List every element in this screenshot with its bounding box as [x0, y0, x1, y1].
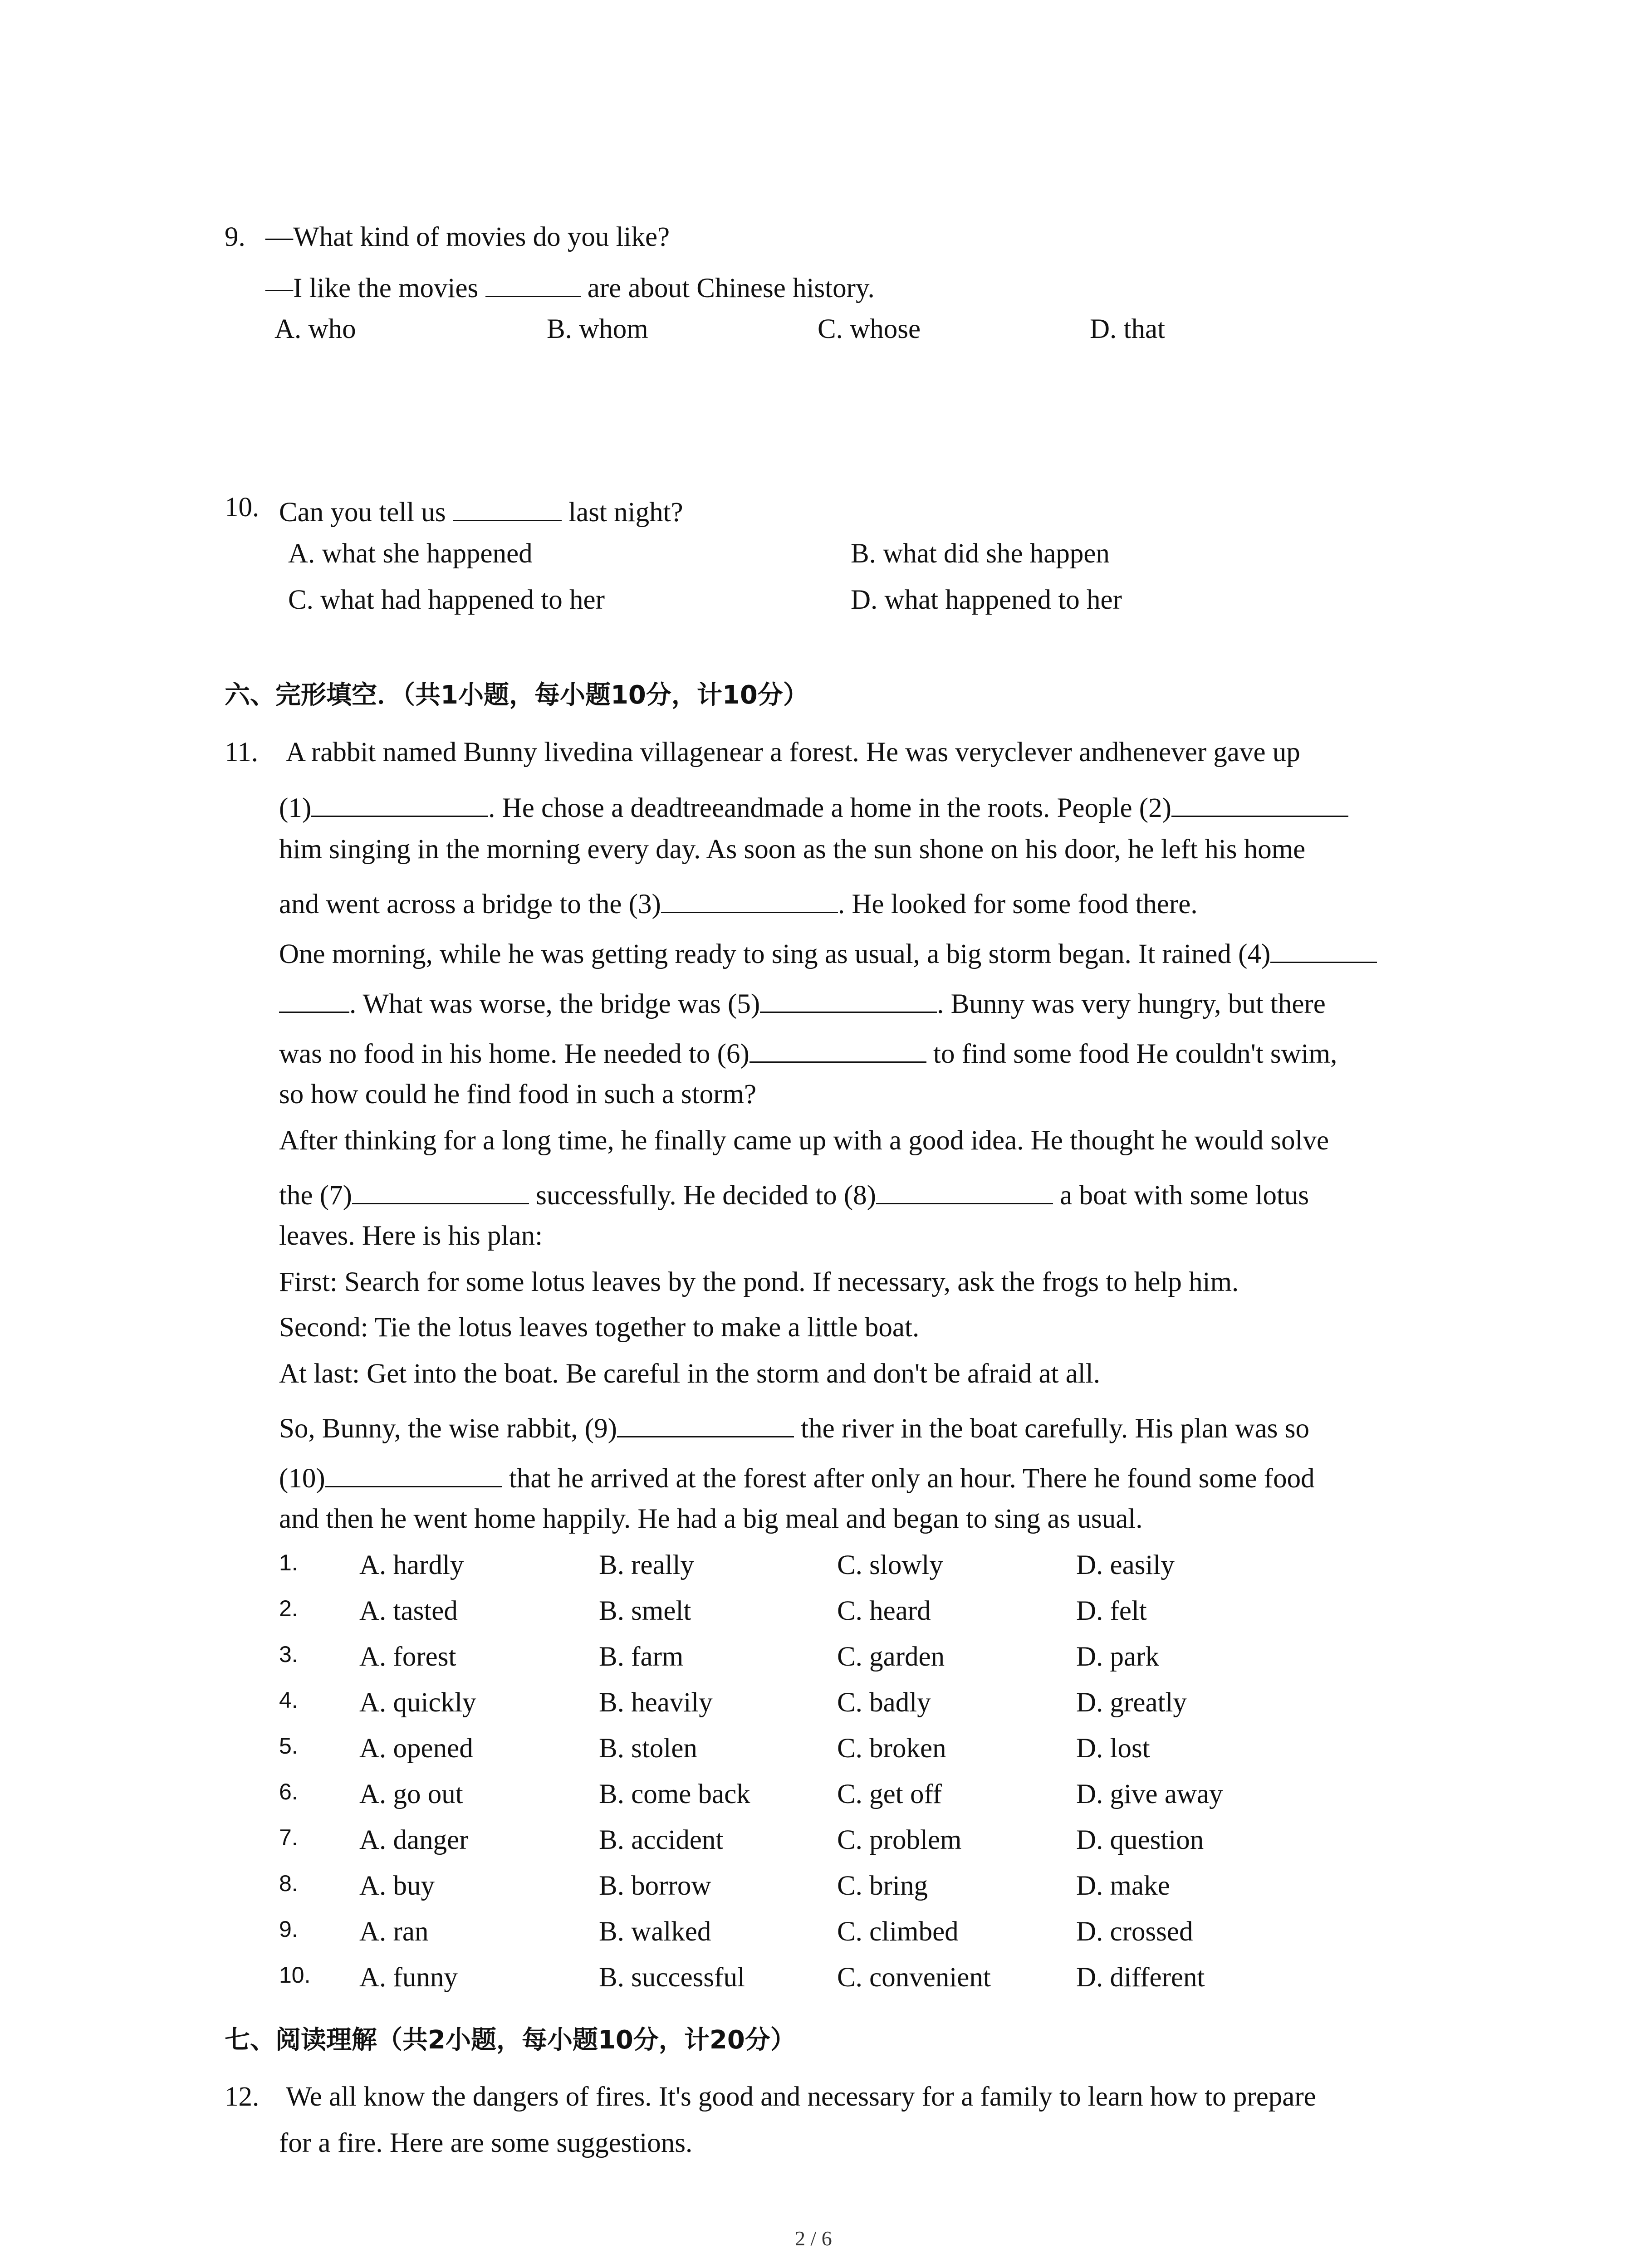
q11-blank-8 [876, 1177, 1053, 1204]
choice-option-b: B. heavily [599, 1687, 713, 1718]
q11-line7-pre: was no food in his home. He needed to (6) [279, 1038, 749, 1069]
q11-line4 [279, 885, 1198, 918]
q11-line5 [279, 935, 1377, 968]
q10-blank [453, 494, 562, 521]
q11-line3: him singing in the morning every day. As soon as the sun shone on his door, he left his home [279, 834, 1306, 865]
choice-option-b: B. borrow [599, 1871, 711, 1901]
q11-line4-post: . He looked for some food there. [838, 889, 1198, 919]
q9-stem-line1: —What kind of movies do you like? [265, 222, 670, 252]
q9-stem-line2 [265, 269, 875, 302]
choice-option-d: D. make [1076, 1871, 1170, 1901]
choice-option-a: A. danger [359, 1825, 469, 1855]
choice-option-c: C. convenient [837, 1962, 991, 1993]
choice-option-b: B. smelt [599, 1596, 691, 1626]
q11-line17: and then he went home happily. He had a big meal and began to sing as usual. [279, 1504, 1143, 1534]
choice-option-b: B. farm [599, 1642, 684, 1672]
choice-option-c: C. slowly [837, 1550, 943, 1580]
choice-number: 10. [279, 1962, 311, 1988]
q10-option-a: A. what she happened [288, 538, 533, 569]
q10-option-d: D. what happened to her [851, 585, 1122, 615]
choice-option-b: B. successful [599, 1962, 745, 1993]
q9-option-c: C. whose [818, 314, 921, 344]
q11-line8: so how could he find food in such a storm? [279, 1079, 757, 1110]
q11-line7 [279, 1035, 1337, 1068]
q11-blank-6 [749, 1035, 926, 1063]
q11-blank-7 [352, 1177, 529, 1204]
q11-line15-post: the river in the boat carefully. His plan was so [801, 1413, 1309, 1444]
choice-option-a: A. funny [359, 1962, 458, 1993]
q11-line10-mid: successfully. He decided to (8) [536, 1180, 876, 1211]
q11-line2 [279, 789, 1348, 822]
choice-number: 9. [279, 1916, 298, 1942]
q12-number: 12. [225, 2082, 260, 2112]
q11-line5-text: One morning, while he was getting ready to sing as usual, a big storm began. It rained (4) [279, 938, 1271, 969]
choice-option-d: D. lost [1076, 1733, 1150, 1764]
choice-option-c: C. bring [837, 1871, 928, 1901]
q11-line10-pre: the (7) [279, 1180, 352, 1211]
q11-line6-pre: . What was worse, the bridge was (5) [349, 988, 760, 1019]
q9-option-d: D. that [1090, 314, 1166, 344]
choice-number: 4. [279, 1687, 298, 1713]
q11-line2-text: . He chose a deadtreeandmade a home in the roots. People (2) [488, 792, 1171, 823]
choice-option-a: A. forest [359, 1642, 456, 1672]
choice-option-a: A. go out [359, 1779, 463, 1809]
choice-option-d: D. felt [1076, 1596, 1147, 1626]
q9-option-a: A. who [274, 314, 356, 344]
q11-line13: Second: Tie the lotus leaves together to make a little boat. [279, 1312, 920, 1343]
choice-number: 1. [279, 1550, 298, 1575]
choice-option-b: B. stolen [599, 1733, 697, 1764]
q11-blank-4a [1270, 935, 1377, 963]
q9-blank [485, 269, 581, 297]
choice-option-b: B. accident [599, 1825, 724, 1855]
choice-option-a: A. opened [359, 1733, 473, 1764]
choice-number: 7. [279, 1825, 298, 1850]
q12-line1: We all know the dangers of fires. It's good and necessary for a family to learn how to prepare [286, 2082, 1316, 2112]
choice-option-d: D. easily [1076, 1550, 1175, 1580]
choice-option-a: A. hardly [359, 1550, 464, 1580]
choice-number: 5. [279, 1733, 298, 1759]
q10-option-b: B. what did she happen [851, 538, 1110, 569]
choice-number: 3. [279, 1642, 298, 1667]
q11-blank10-label: (10) [279, 1463, 325, 1494]
choice-number: 2. [279, 1596, 298, 1621]
q9-option-b: B. whom [547, 314, 648, 344]
choice-option-d: D. different [1076, 1962, 1205, 1993]
choice-option-c: C. get off [837, 1779, 942, 1809]
q11-number: 11. [225, 737, 258, 767]
choice-option-a: A. buy [359, 1871, 435, 1901]
q10-option-c: C. what had happened to her [288, 585, 605, 615]
section6-heading: 六、完形填空．（共1小题，每小题10分，计10分） [225, 680, 808, 710]
choice-option-d: D. greatly [1076, 1687, 1187, 1718]
q10-number: 10. [225, 492, 260, 523]
q9-stem-post: are about Chinese history. [587, 273, 875, 303]
q11-line15-pre: So, Bunny, the wise rabbit, (9) [279, 1413, 617, 1444]
q11-line16-post: that he arrived at the forest after only an hour. There he found some food [509, 1463, 1315, 1494]
q11-line6 [279, 985, 1326, 1018]
q11-blank-2 [1171, 789, 1348, 817]
choice-option-c: C. badly [837, 1687, 931, 1718]
q11-blank-9 [617, 1410, 794, 1437]
choice-option-a: A. quickly [359, 1687, 476, 1718]
q11-line15 [279, 1410, 1309, 1442]
section7-heading: 七、阅读理解（共2小题，每小题10分，计20分） [225, 2025, 796, 2055]
choice-option-c: C. heard [837, 1596, 931, 1626]
q11-line6-post: . Bunny was very hungry, but there [937, 988, 1326, 1019]
q11-blank1-label: (1) [279, 792, 312, 823]
q11-blank-5 [760, 985, 937, 1013]
q11-line16 [279, 1460, 1315, 1492]
q11-blank-10 [325, 1460, 502, 1487]
q12-line2: for a fire. Here are some suggestions. [279, 2128, 693, 2158]
choice-option-d: D. crossed [1076, 1916, 1193, 1947]
choice-option-b: B. really [599, 1550, 695, 1580]
choice-option-c: C. climbed [837, 1916, 959, 1947]
choice-option-d: D. park [1076, 1642, 1159, 1672]
q11-line9: After thinking for a long time, he finally came up with a good idea. He thought he would solve [279, 1125, 1329, 1156]
q11-line14: At last: Get into the boat. Be careful in the storm and don't be afraid at all. [279, 1359, 1100, 1389]
choice-option-b: B. come back [599, 1779, 750, 1809]
choice-number: 6. [279, 1779, 298, 1804]
q10-stem-pre: Can you tell us [279, 497, 446, 528]
choice-number: 8. [279, 1871, 298, 1896]
choice-option-b: B. walked [599, 1916, 711, 1947]
q11-line4-pre: and went across a bridge to the (3) [279, 889, 661, 919]
q11-blank-3 [661, 885, 838, 913]
choice-option-c: C. problem [837, 1825, 962, 1855]
choice-option-d: D. give away [1076, 1779, 1223, 1809]
q11-line10-post: a boat with some lotus [1060, 1180, 1309, 1211]
q11-blank-4b [279, 985, 349, 1013]
q11-line12: First: Search for some lotus leaves by the pond. If necessary, ask the frogs to help him. [279, 1267, 1239, 1297]
choice-option-c: C. broken [837, 1733, 946, 1764]
q11-line1: A rabbit named Bunny livedina villagenear a forest. He was veryclever andhenever gave up [286, 737, 1300, 767]
q11-line7-post: to find some food He couldn't swim, [933, 1038, 1337, 1069]
choice-option-d: D. question [1076, 1825, 1204, 1855]
q10-stem [279, 494, 683, 526]
q11-line10 [279, 1177, 1309, 1209]
page-number: 2 / 6 [795, 2227, 832, 2250]
q10-stem-post: last night? [568, 497, 683, 528]
q11-blank-1 [311, 789, 488, 817]
q9-stem-pre: —I like the movies [265, 273, 479, 303]
choice-option-a: A. tasted [359, 1596, 458, 1626]
q11-line11: leaves. Here is his plan: [279, 1221, 543, 1251]
q9-number: 9. [225, 222, 245, 252]
choice-option-a: A. ran [359, 1916, 429, 1947]
choice-option-c: C. garden [837, 1642, 945, 1672]
